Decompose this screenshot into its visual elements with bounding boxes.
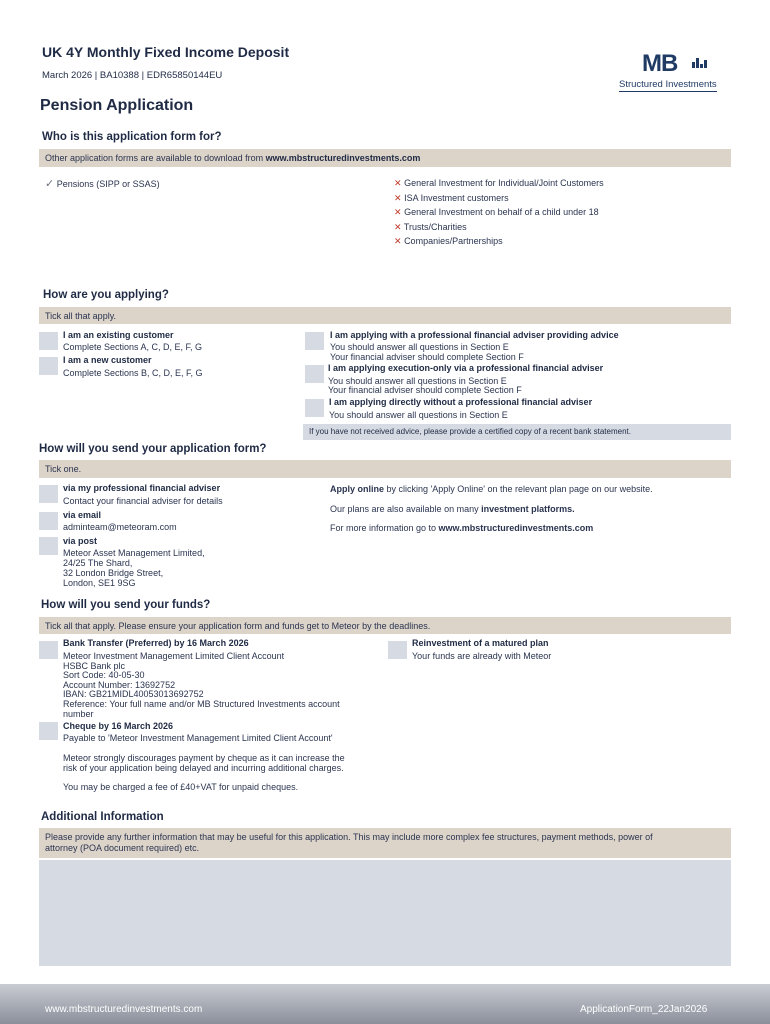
execution-only-sub1: You should answer all questions in Section E [328,376,507,386]
reinvestment-checkbox[interactable] [388,641,407,659]
additional-band-line: attorney (POA document required) etc. [45,843,200,853]
cross-icon: ✕ [394,236,402,246]
via-email-address: adminteam@meteoram.com [63,522,177,532]
send-funds-band: Tick all that apply. Please ensure your application form and funds get to Meteor by the deadlines. [39,617,731,634]
not-selected-item [394,222,467,233]
reinvestment-sub: Your funds are already with Meteor [412,651,552,661]
not-selected-label: General Investment for Individual/Joint Customers [404,178,604,188]
footer-form-id: ApplicationForm_22Jan2026 [580,1004,708,1015]
via-post-label: via post [63,536,98,546]
more-info-text [330,523,593,533]
via-post-checkbox[interactable] [39,537,58,555]
direct-sub1: You should answer all questions in Section E [329,410,508,420]
logo-text: MB [642,50,678,77]
who-band-text: Other application forms are available to download from [45,153,266,163]
additional-band [39,828,731,858]
execution-only-checkbox[interactable] [305,365,324,383]
with-adviser-checkbox[interactable] [305,332,324,350]
bank-detail-line: number [63,709,94,719]
post-address-line: 24/25 The Shard, [63,558,133,568]
more-info-link[interactable]: www.mbstructuredinvestments.com [438,523,594,533]
not-selected-label: Trusts/Charities [403,222,467,232]
with-adviser-sub1: You should answer all questions in Section E [330,342,509,352]
selected-option [45,177,160,190]
not-selected-item [394,178,604,189]
bank-transfer-checkbox[interactable] [39,641,58,659]
plan-title: UK 4Y Monthly Fixed Income Deposit [42,44,290,60]
post-address-line: 32 London Bridge Street, [63,568,164,578]
cross-icon: ✕ [394,178,402,188]
not-selected-label: Companies/Partnerships [404,236,503,246]
apply-online-link[interactable]: Apply online [330,484,384,494]
cheque-sub: Payable to 'Meteor Investment Management Limited Client Account' [63,733,333,743]
not-selected-label: General Investment on behalf of a child under 18 [404,207,599,217]
existing-customer-label: I am an existing customer [63,330,174,340]
more-info-prefix: For more information go to [330,523,439,533]
existing-customer-checkbox[interactable] [39,332,58,350]
new-customer-sub: Complete Sections B, C, D, E, F, G [63,368,203,378]
reinvestment-label: Reinvestment of a matured plan [412,638,549,648]
additional-info-field[interactable] [39,860,731,966]
platforms-text [330,504,575,514]
who-heading: Who is this application form for? [42,131,222,143]
not-selected-label: ISA Investment customers [404,193,509,203]
cheque-fee: You may be charged a fee of £40+VAT for unpaid cheques. [63,782,299,792]
additional-heading: Additional Information [41,811,164,823]
footer-website: www.mbstructuredinvestments.com [45,1004,203,1015]
not-selected-item [394,207,599,218]
existing-customer-sub: Complete Sections A, C, D, E, F, G [63,342,203,352]
logo-bars-icon [692,50,708,68]
who-band-link[interactable]: www.mbstructuredinvestments.com [265,153,421,163]
cheque-label: Cheque by 16 March 2026 [63,721,174,731]
logo-tagline: Structured Investments [619,79,717,90]
new-customer-checkbox[interactable] [39,357,58,375]
bank-detail-line: Reference: Your full name and/or MB Structured Investments account [63,699,340,709]
via-adviser-checkbox[interactable] [39,485,58,503]
mb-logo [616,46,734,92]
apply-online-rest: by clicking 'Apply Online' on the relevant plan page on our website. [384,484,653,494]
bank-detail-line: Sort Code: 40-05-30 [63,670,145,680]
page-heading: Pension Application [40,97,194,114]
via-email-checkbox[interactable] [39,512,58,530]
selected-option-label: Pensions (SIPP or SSAS) [56,179,160,189]
platforms-prefix: Our plans are also available on many [330,504,482,514]
cross-icon: ✕ [394,207,402,217]
via-email-label: via email [63,510,102,520]
platforms-link[interactable]: investment platforms. [481,504,575,514]
direct-label: I am applying directly without a professional financial adviser [329,397,593,407]
send-form-heading: How will you send your application form? [39,443,267,455]
applying-band: Tick all that apply. [39,307,731,324]
additional-band-line: Please provide any further information that may be useful for this application. This may include more complex fee structures, payment methods, power of [45,832,653,842]
send-funds-heading: How will you send your funds? [41,599,211,611]
not-selected-item [394,236,503,247]
direct-checkbox[interactable] [305,399,324,417]
new-customer-label: I am a new customer [63,355,152,365]
checkmark-icon: ✓ [45,178,55,190]
with-adviser-label: I am applying with a professional financial adviser providing advice [330,330,619,340]
via-adviser-label: via my professional financial adviser [63,483,221,493]
plan-subtitle: March 2026 | BA10388 | EDR65850144EU [42,70,223,81]
bank-detail-line: HSBC Bank plc [63,661,126,671]
who-band [39,149,731,167]
cheque-warning: Meteor strongly discourages payment by cheque as it can increase the [63,753,345,763]
apply-online-text [330,484,653,494]
bank-detail-line: IBAN: GB21MIDL40053013692752 [63,689,204,699]
bank-transfer-label: Bank Transfer (Preferred) by 16 March 2026 [63,638,249,648]
post-address-line: London, SE1 9SG [63,578,136,588]
cross-icon: ✕ [394,222,402,232]
cross-icon: ✕ [394,193,402,203]
bank-detail-line: Account Number: 13692752 [63,680,176,690]
cheque-checkbox[interactable] [39,722,58,740]
advice-note: If you have not received advice, please provide a certified copy of a recent bank statement. [303,424,731,440]
applying-heading: How are you applying? [43,289,169,301]
send-form-band: Tick one. [39,460,731,478]
cheque-warning: risk of your application being delayed and incurring additional charges. [63,763,344,773]
execution-only-label: I am applying execution-only via a professional financial adviser [328,363,604,373]
not-selected-item [394,193,509,204]
execution-only-sub2: Your financial adviser should complete Section F [328,385,522,395]
via-adviser-sub: Contact your financial adviser for details [63,496,223,506]
with-adviser-sub2: Your financial adviser should complete Section F [330,352,524,362]
post-address-line: Meteor Asset Management Limited, [63,548,205,558]
bank-detail-line: Meteor Investment Management Limited Client Account [63,651,285,661]
